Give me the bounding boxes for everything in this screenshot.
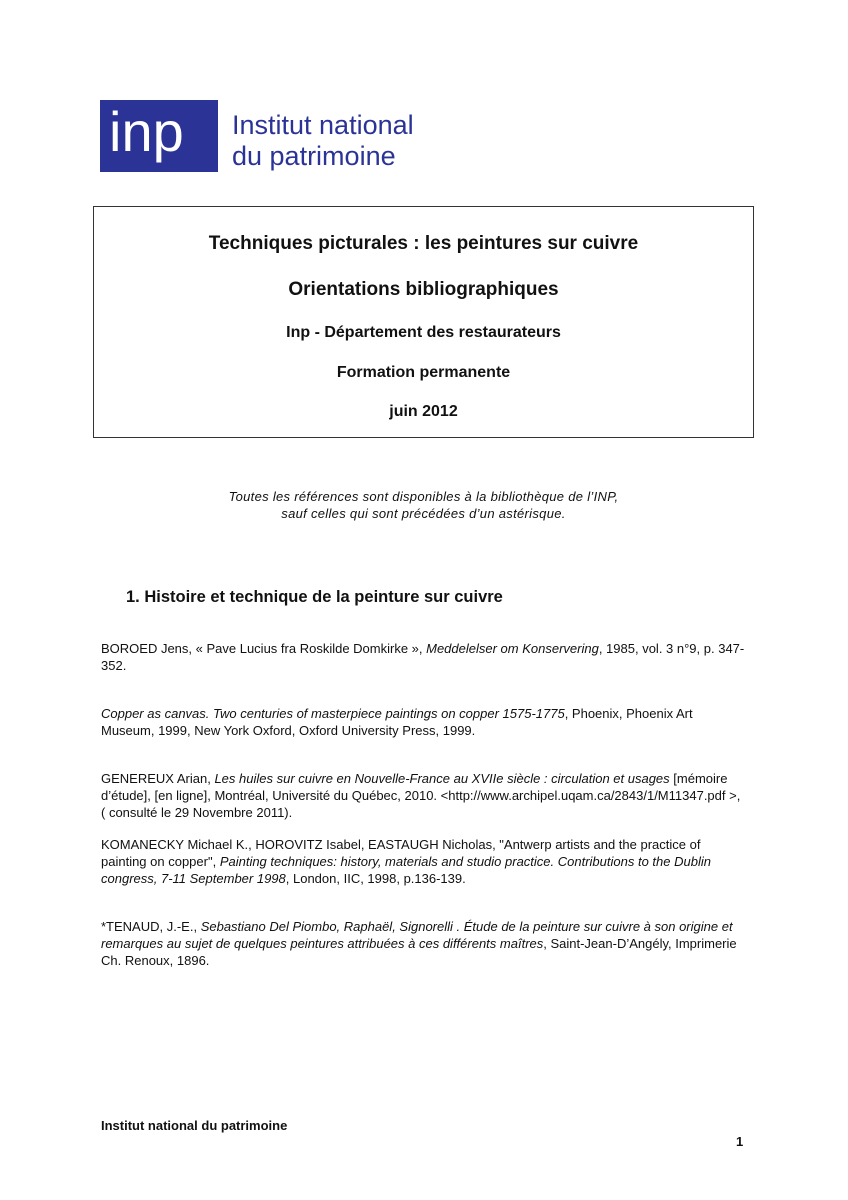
logo-name-line1: Institut national [232,110,414,140]
reference-lead: *TENAUD, J.-E., [101,919,201,934]
reference-tail: , Saint-Jean-D’Angély, Imprimerie Ch. Renoux, 1896. [101,936,737,968]
reference-lead: KOMANECKY Michael K., HOROVITZ Isabel, EASTAUGH Nicholas, "Antwerp artists and the practice of painting on copper", [101,837,701,869]
reference-tail: , 1985, vol. 3 n°9, p. 347-352. [101,641,745,673]
document-subtitle: Orientations bibliographiques [288,279,559,300]
reference-title: Les huiles sur cuivre en Nouvelle-France au XVIIe siècle : circulation et usages [214,771,670,786]
reference-lead: BOROED Jens, « Pave Lucius fra Roskilde Domkirke », [101,641,427,656]
reference-title: Copper as canvas. Two centuries of masterpiece paintings on copper 1575-1775 [101,706,565,721]
reference-tail: , London, IIC, 1998, p.136-139. [285,871,466,886]
document-date: juin 2012 [389,403,458,420]
section-heading: 1. Histoire et technique de la peinture sur cuivre [126,588,503,606]
department: Inp - Département des restaurateurs [286,324,561,341]
reference-item [101,836,747,887]
logo-mark-box [100,100,218,172]
reference-tail: [mémoire d’étude], [en ligne], Montréal, Université du Québec, 2010. <http://www.archipel.uqam.ca/2843/1/M11347.pdf >, ( consulté le 29 Novembre 2011). [101,771,741,820]
reference-tail: , Phoenix, Phoenix Art Museum, 1999, New York Oxford, Oxford University Press, 1999. [101,706,693,738]
document-title: Techniques picturales : les peintures sur cuivre [208,233,639,254]
logo-name [232,110,414,172]
title-box [93,206,754,438]
availability-note-line2: sauf celles qui sont précédées d’un astérisque. [281,506,566,521]
page-number: 1 [736,1134,744,1149]
program: Formation permanente [336,364,511,381]
reference-title: Sebastiano Del Piombo, Raphaël, Signorelli . Étude de la peinture sur cuivre à son origine et remarques au sujet de quelques peintures attribuées à ces différents maîtres [101,919,733,951]
reference-title: Painting techniques: history, materials and studio practice. Contributions to the Dublin congress, 7-11 September 1998 [101,854,711,886]
reference-item [101,640,747,674]
reference-item [101,770,747,821]
reference-title: Meddelelser om Konservering [426,641,599,656]
reference-item [101,918,747,969]
reference-item [101,705,747,739]
footer-label: Institut national du patrimoine [101,1118,288,1133]
availability-note-line1: Toutes les références sont disponibles à la bibliothèque de l’INP, [228,489,619,504]
logo-name-line2: du patrimoine [232,141,396,171]
logo-mark-text: inp [109,100,184,163]
reference-lead: GENEREUX Arian, [101,771,215,786]
